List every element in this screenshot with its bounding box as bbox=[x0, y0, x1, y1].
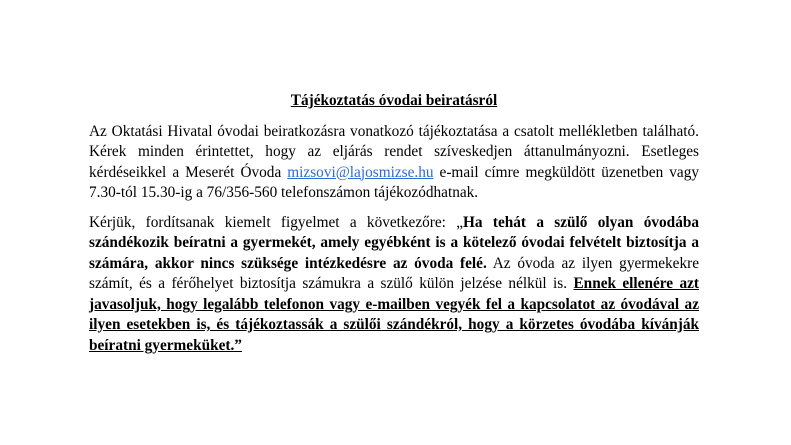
email-link[interactable]: mizsovi@lajosmizse.hu bbox=[287, 163, 434, 181]
paragraph-enrollment-info bbox=[89, 122, 699, 204]
paragraph-2-middle: Az óvoda az ilyen gyermekekre számít, és a férőhelyet biztosítja számukra a szülő külön jelzése nélkül is. bbox=[89, 254, 700, 292]
paragraph-2-bold-quote: Ha tehát a szülő olyan óvodába szándékozik beíratni a gyermekét, amely egyébként is a kötelező óvodai felvételt biztosítja a számára, akkor nincs szüksége intézkedésre az óvoda felé. bbox=[89, 213, 699, 272]
paragraph-attention-notice bbox=[89, 213, 699, 357]
document-title: Tájékoztatás óvodai beiratásról bbox=[290, 92, 498, 109]
paragraph-1-text-end: e-mail címre megküldött üzenetben vagy 7.30-tól 15.30-ig a 76/356-560 telefonszámon tájékozódhatnak. bbox=[89, 163, 699, 201]
paragraph-2-recommendation: Ennek ellenére azt javasoljuk, hogy legalább telefonon vagy e-mailben vegyék fel a kapcsolatot az óvodával az ilyen esetekben is, és tájékoztassák a szülői szándékról, hogy a körzetes óvodába kívánják beíratni gyermeküket.” bbox=[89, 275, 699, 354]
paragraph-1-text-start: Az Oktatási Hivatal óvodai beiratkozásra vonatkozó tájékoztatása a csatolt mellékletben található. Kérek minden érintettet, hogy az eljárás rendet szíveskedjen áttanulmányozni. Esetleges kérdéseikkel a Meserét Óvoda bbox=[89, 122, 699, 181]
document-body bbox=[89, 91, 699, 356]
paragraph-2-intro: Kérjük, fordítsanak kiemelt figyelmet a következőre: „ bbox=[89, 213, 464, 231]
